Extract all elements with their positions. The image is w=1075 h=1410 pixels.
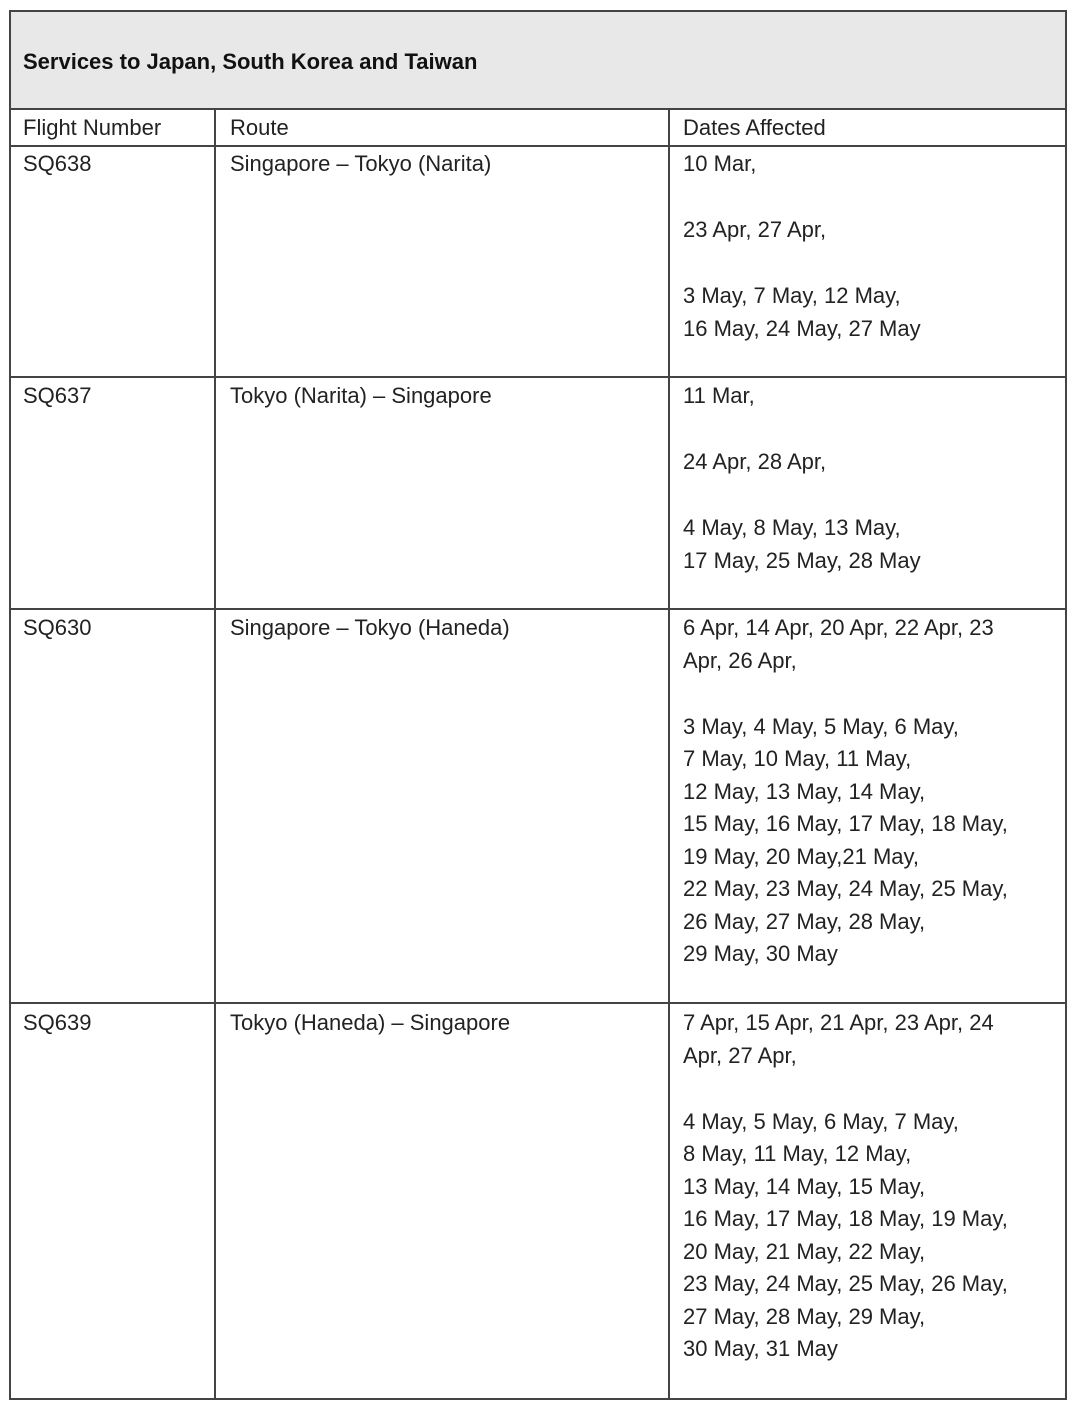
row-3-dates (683, 612, 1008, 971)
date-line: 7 May, 10 May, 11 May, (683, 746, 912, 771)
row-4-flight: SQ639 (23, 1010, 92, 1035)
date-line: 29 May, 30 May (683, 941, 838, 966)
date-line: 16 May, 17 May, 18 May, 19 May, (683, 1206, 1008, 1231)
date-line: 16 May, 24 May, 27 May (683, 315, 921, 341)
paragraph-gap (683, 181, 921, 215)
date-line: 23 Apr, 27 Apr, (683, 217, 827, 242)
row-1-route: Singapore – Tokyo (Narita) (230, 151, 492, 176)
column-divider (668, 110, 670, 1400)
row-divider (11, 1002, 1065, 1004)
date-line: 6 Apr, 14 Apr, 20 Apr, 22 Apr, 23 (683, 615, 994, 640)
date-line: 24 Apr, 28 Apr, (683, 449, 827, 474)
date-line: 23 May, 24 May, 25 May, 26 May, (683, 1271, 1008, 1296)
header-dates-affected: Dates Affected (683, 115, 826, 140)
row-3-route: Singapore – Tokyo (Haneda) (230, 615, 510, 640)
date-line: 13 May, 14 May, 15 May, (683, 1173, 926, 1199)
paragraph-gap (683, 677, 1008, 711)
row-2-flight: SQ637 (23, 383, 92, 408)
date-line: 4 May, 8 May, 13 May, (683, 515, 901, 540)
table-title-bar (11, 12, 1065, 110)
date-line: 26 May, 27 May, 28 May, (683, 908, 926, 934)
row-divider (11, 608, 1065, 610)
row-2-dates (683, 380, 921, 577)
date-line: Apr, 26 Apr, (683, 647, 797, 673)
date-line: Apr, 27 Apr, (683, 1042, 797, 1068)
paragraph-gap (683, 1072, 1008, 1106)
date-line: 10 Mar, (683, 151, 757, 176)
header-route: Route (230, 115, 289, 140)
row-divider (11, 376, 1065, 378)
date-line: 12 May, 13 May, 14 May, (683, 778, 926, 804)
date-line: 15 May, 16 May, 17 May, 18 May, (683, 811, 1008, 836)
date-line: 8 May, 11 May, 12 May, (683, 1141, 912, 1166)
date-line: 20 May, 21 May, 22 May, (683, 1238, 926, 1264)
date-line: 30 May, 31 May (683, 1336, 838, 1361)
row-1-flight: SQ638 (23, 151, 92, 176)
date-line: 7 Apr, 15 Apr, 21 Apr, 23 Apr, 24 (683, 1010, 994, 1035)
row-4-route: Tokyo (Haneda) – Singapore (230, 1010, 511, 1035)
paragraph-gap (683, 247, 921, 281)
paragraph-gap (683, 413, 921, 447)
date-line: 17 May, 25 May, 28 May (683, 547, 921, 573)
date-line: 27 May, 28 May, 29 May, (683, 1303, 926, 1329)
row-4-dates (683, 1007, 1008, 1366)
date-line: 3 May, 7 May, 12 May, (683, 283, 901, 308)
column-divider (214, 110, 216, 1400)
date-line: 4 May, 5 May, 6 May, 7 May, (683, 1108, 959, 1134)
table-title: Services to Japan, South Korea and Taiwan (23, 49, 478, 74)
paragraph-gap (683, 479, 921, 513)
date-line: 19 May, 20 May,21 May, (683, 843, 919, 869)
date-line: 11 Mar, (683, 383, 755, 408)
row-1-dates (683, 148, 921, 345)
header-flight-number: Flight Number (23, 115, 162, 140)
row-3-flight: SQ630 (23, 615, 92, 640)
date-line: 22 May, 23 May, 24 May, 25 May, (683, 876, 1008, 901)
header-divider (11, 145, 1065, 147)
date-line: 3 May, 4 May, 5 May, 6 May, (683, 713, 959, 739)
row-2-route: Tokyo (Narita) – Singapore (230, 383, 492, 408)
flights-table (9, 10, 1067, 1400)
